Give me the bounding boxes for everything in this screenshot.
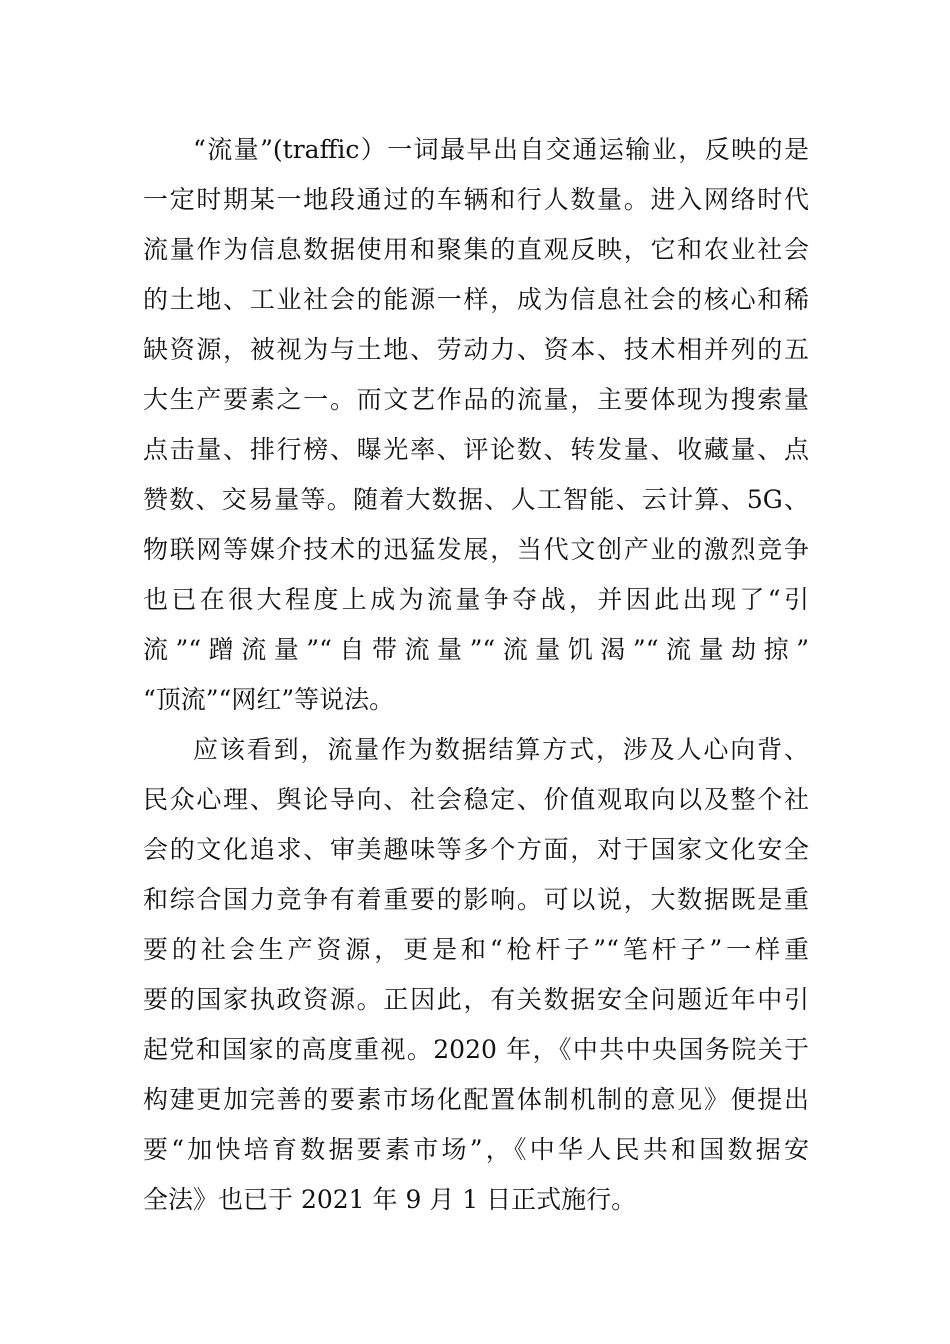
text-line: 的土地、工业社会的能源一样，成为信息社会的核心和稀: [143, 285, 809, 314]
text-line: 构建更加完善的要素市场化配置体制机制的意见》便提出: [143, 1085, 809, 1114]
text-line: 和综合国力竞争有着重要的影响。可以说，大数据既是重: [143, 885, 809, 914]
text-line: 要的社会生产资源，更是和“枪杆子”“笔杆子”一样重: [143, 935, 809, 964]
text-line: 物联网等媒介技术的迅猛发展，当代文创产业的激烈竞争: [143, 535, 809, 564]
text-line: 大生产要素之一。而文艺作品的流量，主要体现为搜索量: [143, 385, 809, 414]
text-line: 要的国家执政资源。正因此，有关数据安全问题近年中引: [143, 985, 809, 1014]
text-line: 起党和国家的高度重视。2020 年，《中共中央国务院关于: [143, 1035, 809, 1064]
text-line: 会的文化追求、审美趣味等多个方面，对于国家文化安全: [143, 835, 809, 864]
text-line: 缺资源，被视为与土地、劳动力、资本、技术相并列的五: [143, 335, 809, 364]
text-line: 应该看到，流量作为数据结算方式，涉及人心向背、: [193, 735, 809, 764]
text-line: 也已在很大程度上成为流量争夺战，并因此出现了“引: [143, 585, 809, 614]
text-line: 点击量、排行榜、曝光率、评论数、转发量、收藏量、点: [143, 435, 809, 464]
text-line: 一定时期某一地段通过的车辆和行人数量。进入网络时代: [143, 185, 809, 214]
text-line: 全法》也已于 2021 年 9 月 1 日正式施行。: [143, 1185, 637, 1214]
text-line: 民众心理、舆论导向、社会稳定、价值观取向以及整个社: [143, 785, 809, 814]
text-line: 流”“蹭流量”“自带流量”“流量饥渴”“流量劫掠”: [143, 635, 809, 664]
text-line: “流量”(traffic）一词最早出自交通运输业，反映的是: [193, 135, 809, 164]
text-line: 流量作为信息数据使用和聚集的直观反映，它和农业社会: [143, 235, 809, 264]
text-line: 要“加快培育数据要素市场”，《中华人民共和国数据安: [143, 1135, 809, 1164]
text-line: 赞数、交易量等。随着大数据、人工智能、云计算、5G、: [143, 485, 809, 514]
text-line: “顶流”“网红”等说法。: [143, 685, 395, 714]
